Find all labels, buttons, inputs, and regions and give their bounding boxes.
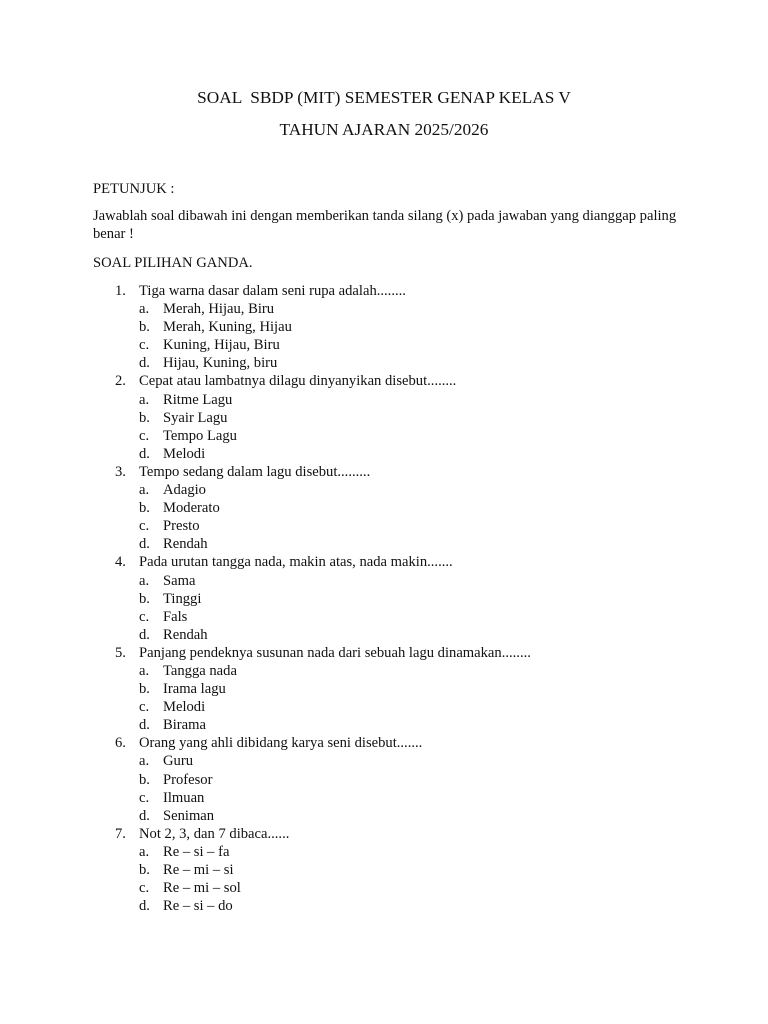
option-text: Irama lagu xyxy=(163,681,226,698)
option-letter: b. xyxy=(139,862,150,878)
option-text: Re – mi – si xyxy=(163,862,234,878)
answer-option xyxy=(93,861,682,879)
option-text: Re – si – do xyxy=(163,898,233,915)
document-title: SOAL SBDP (MIT) SEMESTER GENAP KELAS V xyxy=(197,88,571,107)
question-item xyxy=(93,282,682,372)
option-text: Tangga nada xyxy=(163,662,237,679)
option-list xyxy=(93,572,682,644)
answer-option xyxy=(93,662,682,680)
option-letter: c. xyxy=(139,789,150,806)
option-letter: d. xyxy=(139,807,150,824)
document-subtitle: TAHUN AJARAN 2025/2026 xyxy=(279,120,489,139)
answer-option xyxy=(93,608,682,626)
question-line xyxy=(93,734,682,752)
answer-option xyxy=(93,807,682,825)
question-number: 7. xyxy=(115,825,126,842)
option-letter: d. xyxy=(139,445,150,462)
answer-option xyxy=(93,354,682,372)
section-title: SOAL PILIHAN GANDA. xyxy=(93,255,253,271)
option-letter: d. xyxy=(139,355,150,372)
option-letter: a. xyxy=(139,753,150,770)
option-letter: a. xyxy=(139,301,150,318)
option-letter: b. xyxy=(139,590,150,607)
instructions-text: Jawablah soal dibawah ini dengan memberikan tanda silang (x) pada jawaban yang dianggap paling benar ! xyxy=(93,208,677,243)
option-letter: d. xyxy=(139,536,150,553)
question-line xyxy=(93,553,682,571)
question-number: 5. xyxy=(115,644,126,661)
option-text: Tinggi xyxy=(163,590,202,607)
option-text: Seniman xyxy=(163,807,215,824)
option-list xyxy=(93,391,682,463)
question-item xyxy=(93,825,682,915)
answer-option xyxy=(93,590,682,608)
option-text: Ritme Lagu xyxy=(163,391,233,408)
question-line xyxy=(93,372,682,390)
option-list xyxy=(93,662,682,734)
option-letter: c. xyxy=(139,337,150,354)
question-number: 3. xyxy=(115,463,126,480)
question-text: Pada urutan tangga nada, makin atas, nada makin....... xyxy=(139,554,453,571)
option-text: Merah, Hijau, Biru xyxy=(163,301,275,318)
answer-option xyxy=(93,535,682,553)
answer-option xyxy=(93,626,682,644)
answer-option xyxy=(93,300,682,318)
option-list xyxy=(93,752,682,824)
option-text: Re – mi – sol xyxy=(163,880,241,897)
option-letter: b. xyxy=(139,319,150,336)
option-text: Melodi xyxy=(163,699,206,716)
answer-option xyxy=(93,879,682,897)
question-number: 2. xyxy=(115,373,126,390)
option-letter: a. xyxy=(139,843,150,860)
option-text: Kuning, Hijau, Biru xyxy=(163,337,280,354)
answer-option xyxy=(93,409,682,427)
answer-option xyxy=(93,481,682,499)
answer-option xyxy=(93,771,682,789)
option-letter: a. xyxy=(139,391,150,408)
question-item xyxy=(93,553,682,643)
option-text: Moderato xyxy=(163,500,220,517)
option-letter: b. xyxy=(139,409,150,426)
answer-option xyxy=(93,318,682,336)
option-text: Profesor xyxy=(163,771,213,788)
option-letter: b. xyxy=(139,500,150,517)
option-list xyxy=(93,481,682,553)
answer-option xyxy=(93,843,682,861)
option-text: Ilmuan xyxy=(163,789,205,806)
question-line xyxy=(93,463,682,481)
question-text: Panjang pendeknya susunan nada dari sebuah lagu dinamakan........ xyxy=(139,644,531,661)
option-text: Tempo Lagu xyxy=(163,427,237,444)
option-letter: c. xyxy=(139,608,150,625)
question-text: Orang yang ahli dibidang karya seni disebut....... xyxy=(139,735,423,752)
question-line xyxy=(93,644,682,662)
question-number: 1. xyxy=(115,283,126,299)
answer-option xyxy=(93,752,682,770)
option-letter: c. xyxy=(139,880,150,897)
question-text: Not 2, 3, dan 7 dibaca...... xyxy=(139,825,290,842)
question-item xyxy=(93,463,682,553)
answer-option xyxy=(93,391,682,409)
question-text: Cepat atau lambatnya dilagu dinyanyikan disebut........ xyxy=(139,373,457,390)
answer-option xyxy=(93,572,682,590)
option-list xyxy=(93,300,682,372)
option-text: Rendah xyxy=(163,626,208,643)
answer-option xyxy=(93,517,682,535)
answer-option xyxy=(93,499,682,517)
option-text: Re – si – fa xyxy=(163,843,230,860)
option-text: Rendah xyxy=(163,536,208,553)
option-letter: c. xyxy=(139,699,150,716)
question-item xyxy=(93,644,682,734)
answer-option xyxy=(93,427,682,445)
question-text: Tiga warna dasar dalam seni rupa adalah........ xyxy=(139,283,406,299)
option-letter: d. xyxy=(139,717,150,734)
answer-option xyxy=(93,716,682,734)
answer-option xyxy=(93,897,682,915)
option-letter: d. xyxy=(139,626,150,643)
instructions-label: PETUNJUK : xyxy=(93,181,175,197)
option-text: Fals xyxy=(163,608,188,625)
question-list xyxy=(93,282,682,915)
option-list xyxy=(93,843,682,915)
option-text: Merah, Kuning, Hijau xyxy=(163,319,292,336)
option-text: Sama xyxy=(163,572,196,589)
option-letter: b. xyxy=(139,681,150,698)
option-text: Presto xyxy=(163,518,200,535)
answer-option xyxy=(93,698,682,716)
option-text: Syair Lagu xyxy=(163,409,228,426)
option-text: Adagio xyxy=(163,482,206,499)
option-letter: a. xyxy=(139,662,150,679)
option-letter: c. xyxy=(139,427,150,444)
answer-option xyxy=(93,789,682,807)
option-letter: b. xyxy=(139,771,150,788)
question-line xyxy=(93,282,682,300)
question-item xyxy=(93,734,682,824)
option-text: Birama xyxy=(163,717,206,734)
question-number: 4. xyxy=(115,554,126,571)
option-letter: a. xyxy=(139,572,150,589)
option-letter: d. xyxy=(139,898,150,915)
option-text: Hijau, Kuning, biru xyxy=(163,355,278,372)
question-number: 6. xyxy=(115,735,126,752)
option-letter: a. xyxy=(139,482,150,499)
question-text: Tempo sedang dalam lagu disebut......... xyxy=(139,463,371,480)
option-text: Melodi xyxy=(163,445,206,462)
question-line xyxy=(93,825,682,843)
option-text: Guru xyxy=(163,753,193,770)
answer-option xyxy=(93,680,682,698)
answer-option xyxy=(93,445,682,463)
question-item xyxy=(93,372,682,462)
option-letter: c. xyxy=(139,518,150,535)
answer-option xyxy=(93,336,682,354)
